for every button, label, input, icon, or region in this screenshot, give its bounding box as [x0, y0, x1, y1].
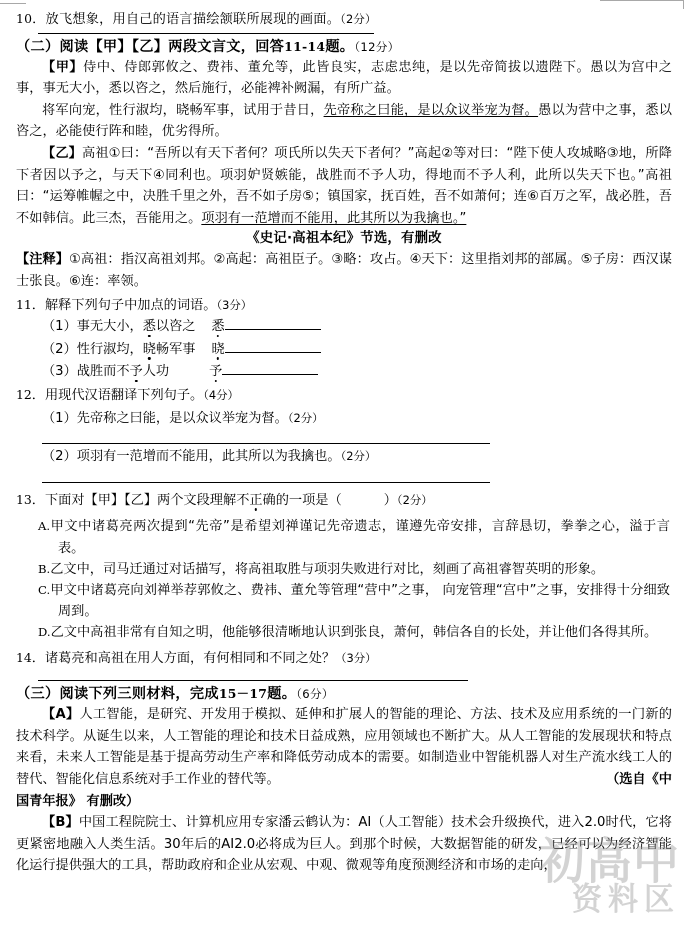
section-two-heading-tail: 题。: [325, 38, 355, 55]
question-13-option-a-label: A.: [38, 519, 51, 534]
question-12-item-2-text: 项羽有一范增而不能用，此其所以为我擒也。: [76, 449, 341, 465]
question-13-option-b-label: B.: [38, 561, 51, 576]
passage-jia-paragraph-2: [16, 100, 672, 143]
passage-yi-label: 【乙】: [42, 145, 82, 161]
notes-text: ①高祖：指汉高祖刘邦。②高起：高祖臣子。③略：攻占。④天下：这里指刘邦的部属。⑤子房：西汉谋士张良。⑥连：率领。: [16, 252, 672, 289]
question-13-option-a[interactable]: [16, 516, 672, 558]
question-13-option-d[interactable]: [16, 622, 672, 643]
question-12-item-2-points: （2分）: [340, 449, 377, 464]
question-11-item-1-key: 悉: [211, 319, 225, 335]
passage-jia-underlined-sentence: 先帝称之曰能，是以众议举宠为督。: [323, 102, 539, 118]
passage-jia-text-1: 侍中、侍郎郭攸之、费祎、董允等，此皆良实，志虑忠纯，是以先帝简拔以遗陛下。愚以为宫中之事，事无大小，悉以咨之，然后施行，必能裨补阙漏，有所广益。: [16, 59, 672, 97]
question-11-item-3: [16, 361, 672, 383]
question-11-text: ．解释下列句子中加点的词语。: [31, 297, 217, 313]
watermark-line-1: 初高中: [539, 833, 680, 890]
passage-jia-label: 【甲】: [42, 59, 84, 75]
question-13-option-c[interactable]: [16, 580, 672, 622]
question-10-number: 10: [16, 11, 33, 26]
question-13-dotted-text: 不正确: [236, 492, 276, 508]
passage-yi-underlined-sentence: 项羽有一范增而不能用，此其所以为我擒也。”: [201, 210, 467, 226]
section-three-heading: [16, 684, 672, 704]
section-two-heading-text: （二）阅读【甲】【乙】两段文言文，回答: [16, 38, 285, 55]
section-two-rule: [38, 33, 374, 34]
section-two-points: （12分）: [354, 39, 400, 54]
section-two-wrapper: [16, 33, 672, 57]
question-13-option-b-text: 乙文中，司马迁通过对话描写，将高祖取胜与项羽失败进行对比，刻画了高祖睿智英明的形象。: [50, 561, 605, 577]
material-b-text: 中国工程院院士、计算机应用专家潘云鹤认为：AI（人工智能）技术会升级换代，进入2.0时代，它将更紧密地融入人类生活。30年后的AI2.0必将成为巨人。到那个时候，大数据智能的研发，已经可以为经济智能化运行提供强大的工具，帮助政府和企业从宏观、中观、微观等角度预测经济和市场的走向，: [16, 815, 672, 874]
question-12-item-2: [16, 445, 672, 468]
question-11-item-1-answer-blank[interactable]: [225, 317, 321, 330]
passage-yi-source-text: 《史记·高祖本纪》节选，有删改: [246, 231, 442, 247]
question-11-item-2-post: 畅军事: [155, 341, 196, 357]
material-a-source-part-1: （选自《中: [606, 771, 672, 787]
passage-yi-paragraph: [16, 143, 672, 229]
section-three-wrapper: [16, 680, 672, 704]
question-12-item-2-index: （2）: [42, 449, 77, 465]
question-11-number: 11: [16, 296, 32, 312]
question-13-option-c-label: C.: [38, 582, 51, 597]
question-12-text: ．用现代汉语翻译下列句子。: [31, 388, 204, 404]
question-10-points: （2分）: [340, 12, 377, 26]
section-three-heading-text: （三）阅读下列三则材料，完成: [16, 686, 219, 703]
question-12-number: 12: [16, 387, 32, 403]
question-11-item-1-pre: 事无大小，: [76, 319, 143, 335]
question-13: [16, 489, 672, 512]
question-11-item-2: [16, 339, 672, 361]
question-13-option-a-text: 甲文中诸葛亮两次提到“先帝”是希望刘禅谨记先帝遗志，谨遵先帝安排，言辞恳切，拳拳之心，溢于言表。: [50, 519, 670, 556]
section-three-points: （6分）: [296, 687, 334, 702]
section-two-heading: [16, 37, 672, 57]
section-three-question-range: 15－17: [218, 686, 268, 702]
question-11-item-3-key: 予: [209, 363, 223, 379]
question-11-points: （3分）: [216, 297, 253, 312]
material-a-paragraph: [16, 704, 672, 790]
question-13-option-d-text: 乙文中高祖非常有自知之明，他能够很清晰地认识到张良，萧何，韩信各自的长处，并让他们各得其所。: [50, 625, 658, 641]
question-11-item-1-index: （1）: [42, 319, 77, 335]
notes-paragraph: [16, 249, 672, 292]
question-12-item-1-index: （1）: [42, 410, 77, 426]
notes-label: 【注释】: [16, 252, 70, 268]
material-b-paragraph: [16, 812, 672, 877]
question-12-item-1-answer-line[interactable]: [42, 443, 490, 444]
watermark-line-2: 资料区: [572, 881, 680, 919]
question-11: [16, 294, 672, 317]
material-a-source-part-2: [16, 791, 672, 813]
question-12-item-1: [16, 407, 672, 430]
passage-jia-paragraph-1: [16, 57, 672, 100]
question-13-number: 13: [16, 491, 32, 507]
question-14-points: （3分）: [335, 650, 377, 665]
section-two-question-range: 11-14: [284, 38, 326, 54]
passage-yi-text: 高祖①曰：“吾所以有天下者何？项氏所以失天下者何？”高起②等对曰：“陛下使人攻城略③地，所降下者因以予之，与天下④同利也。项羽妒贤嫉能，战胜而不予人功，得地而不予人利，此所以失天下也。”高祖曰：“运筹帷幄之中，决胜千里之外，吾不如子房⑤；镇国家，抚百姓，吾不如萧何；连⑥百万之军，战必胜，吾不如韩信。此三杰，吾能用之。: [16, 145, 672, 226]
question-13-option-d-label: D.: [38, 625, 51, 640]
question-12-item-2-answer-line[interactable]: [42, 482, 490, 483]
question-13-text-close: ）: [383, 492, 397, 508]
question-14-number: 14: [16, 649, 32, 665]
question-13-points: （2分）: [396, 492, 433, 507]
section-three-heading-tail: 题。: [267, 686, 297, 703]
question-11-item-1-dotted-char: 悉: [142, 319, 156, 335]
question-13-text-post: 的一项是（: [275, 492, 342, 508]
question-12-item-1-points: （2分）: [287, 410, 324, 425]
question-14: [16, 647, 672, 670]
question-10: [16, 8, 672, 31]
question-11-item-2-answer-blank[interactable]: [225, 340, 321, 353]
question-10-text: ．放飞想象，用自己的语言描绘颔联所展现的画面。: [32, 12, 341, 27]
question-11-item-2-dotted-char: 晓: [142, 341, 156, 357]
question-12-points: （4分）: [203, 388, 239, 403]
question-12-item-1-text: 先帝称之曰能，是以众议举宠为督。: [76, 410, 288, 426]
question-11-item-2-index: （2）: [42, 341, 77, 357]
question-13-option-c-text: 甲文中诸葛亮向刘禅举荐郭攸之、费祎、董允等管理“营中”之事， 向宠管理“宫中”之事，安排得十分细致周到。: [50, 582, 670, 620]
question-14-text: ．诸葛亮和高祖在用人方面，有何相同和不同之处？: [31, 650, 336, 666]
question-12: [16, 384, 672, 407]
question-13-text-pre: ．下面对【甲】【乙】两个文段理解: [31, 492, 237, 508]
passage-yi-source: [16, 229, 672, 249]
question-11-item-2-key: 晓: [211, 341, 225, 357]
material-a-label: 【A】: [42, 707, 80, 723]
material-a-text: 人工智能，是研究、开发用于模拟、延伸和扩展人的智能的理论、方法、技术及应用系统的一门新的技术科学。从诞生以来，人工智能的理论和技术日益成熟，应用领域也不断扩大。从人工智能的发展现状和特点来看，未来人工智能是基于提高劳动生产率和降低劳动成本的需要。如制造业中智能机器人对生产流水线工人的替代、智能化信息系统对手工作业的替代等。: [16, 707, 672, 787]
question-11-item-3-post: 人功: [142, 363, 170, 379]
material-b-label: 【B】: [42, 815, 79, 831]
question-11-item-3-index: （3）: [42, 363, 77, 379]
passage-jia-text-2-post: 愚以为营中之事，悉以咨之，必能使行阵和睦，优劣得所。: [16, 102, 672, 140]
question-11-item-2-pre: 性行淑均，: [76, 341, 143, 357]
passage-jia-text-2-pre: 将军向宠，性行淑均，晓畅军事，试用于昔日，: [42, 102, 324, 118]
question-11-item-3-dotted-char: 予: [129, 363, 143, 379]
question-11-item-1-post: 以咨之: [155, 319, 196, 335]
question-13-option-b[interactable]: [16, 559, 672, 580]
question-11-item-3-pre: 战胜而不: [76, 363, 130, 379]
question-11-item-1: [16, 316, 672, 338]
material-a-source-text-2: 国青年报》 有删改）: [16, 793, 140, 809]
question-11-item-3-answer-blank[interactable]: [222, 362, 318, 375]
section-three-rule: [38, 680, 468, 681]
